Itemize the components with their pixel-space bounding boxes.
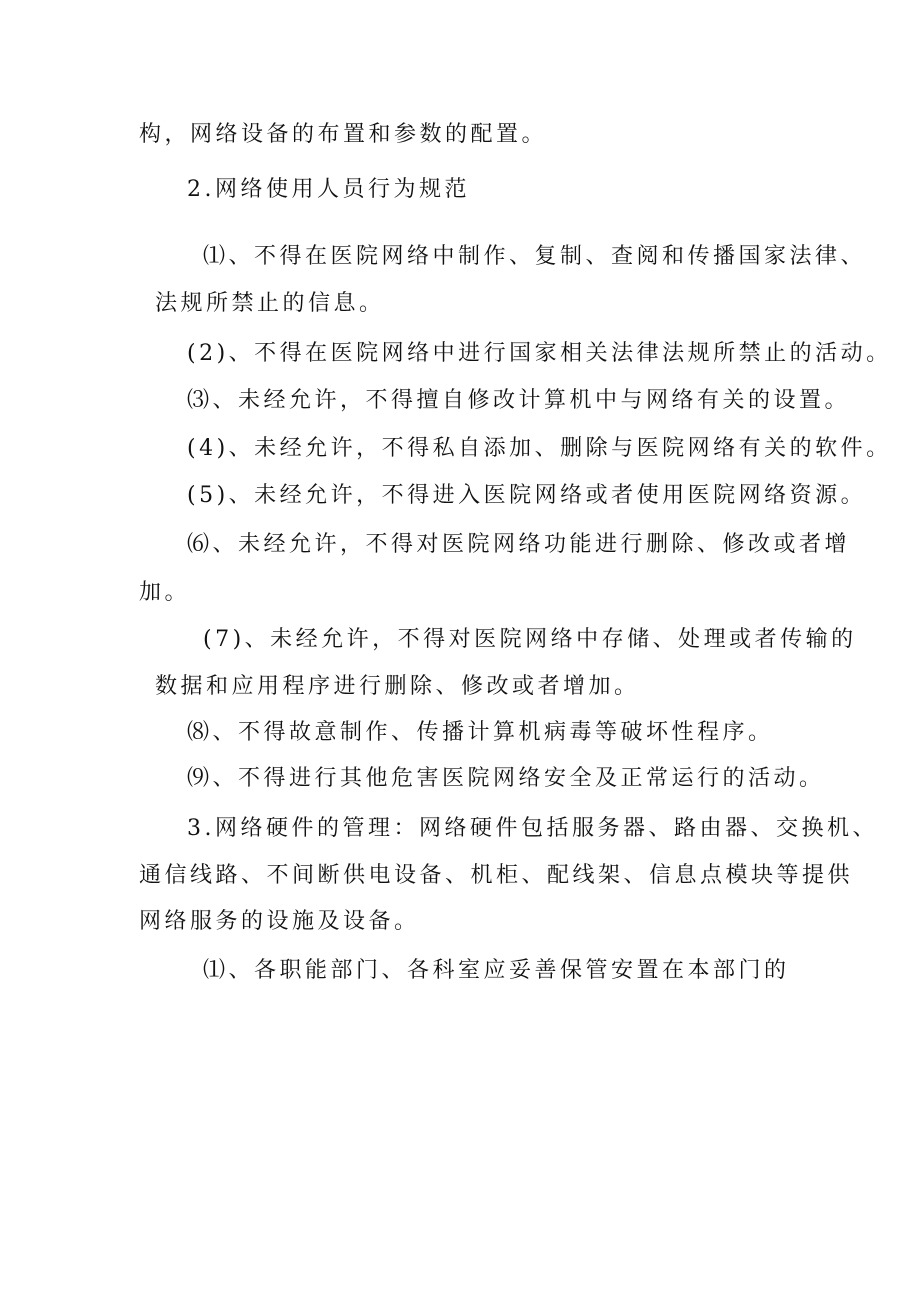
- section-heading-3: 3.网络硬件的管理：网络硬件包括服务器、路由器、交换机、: [187, 816, 878, 841]
- list-item-6-continuation: 加。: [139, 580, 191, 605]
- list-item-7: (7)、未经允许，不得对医院网络中存储、处理或者传输的: [203, 627, 857, 652]
- section-3-continuation-1: 通信线路、不间断供电设备、机柜、配线架、信息点模块等提供: [139, 863, 854, 888]
- list-item-5: (5)、未经允许，不得进入医院网络或者使用医院网络资源。: [187, 483, 867, 508]
- list-item-1-continuation: 法规所禁止的信息。: [155, 291, 385, 316]
- list-item-8: ⑻、不得故意制作、传播计算机病毒等破坏性程序。: [187, 720, 774, 745]
- list-item-7-continuation: 数据和应用程序进行删除、修改或者增加。: [155, 674, 640, 699]
- list-item-9: ⑼、不得进行其他危害医院网络安全及正常运行的活动。: [187, 766, 825, 791]
- section-heading-2: 2.网络使用人员行为规范: [187, 177, 470, 202]
- list-item-2: (2)、不得在医院网络中进行国家相关法律法规所禁止的活动。: [187, 341, 892, 366]
- list-item-1: ⑴、不得在医院网络中制作、复制、查阅和传播国家法律、: [203, 244, 867, 269]
- section-3-list-item-1: ⑴、各职能部门、各科室应妥善保管安置在本部门的: [203, 958, 790, 983]
- text-line-continuation: 构，网络设备的布置和参数的配置。: [139, 122, 548, 147]
- section-3-continuation-2: 网络服务的设施及设备。: [139, 909, 420, 934]
- list-item-6: ⑹、未经允许，不得对医院网络功能进行删除、修改或者增: [187, 532, 851, 557]
- list-item-4: (4)、未经允许，不得私自添加、删除与医院网络有关的软件。: [187, 436, 892, 461]
- list-item-3: ⑶、未经允许，不得擅自修改计算机中与网络有关的设置。: [187, 388, 851, 413]
